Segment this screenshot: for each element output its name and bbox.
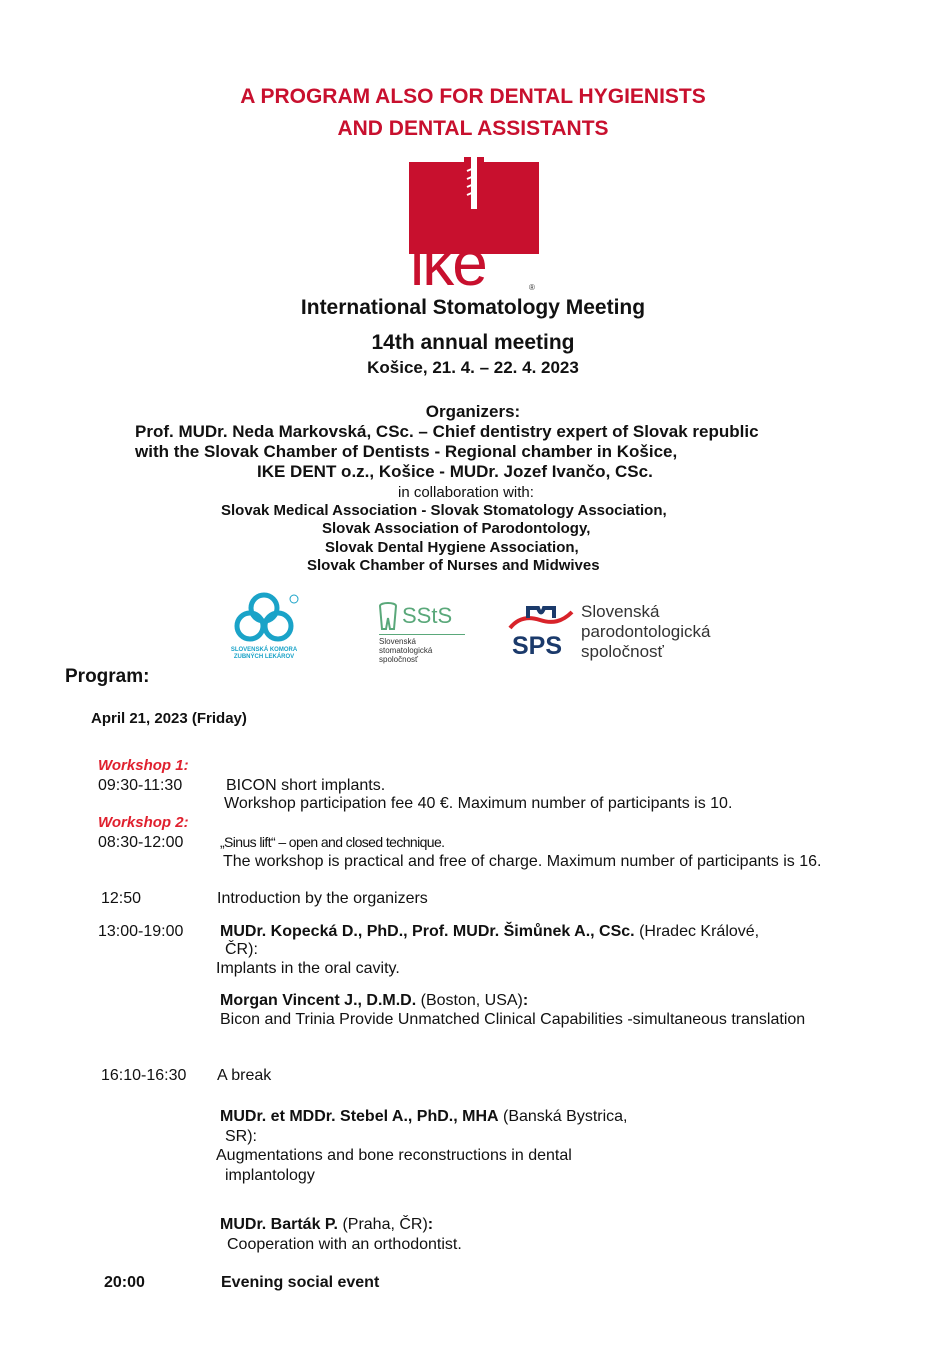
- ssts-logo: [375, 602, 465, 664]
- organizers-line-1: Prof. MUDr. Neda Markovská, CSc. – Chief dentistry expert of Slovak republic: [135, 422, 759, 441]
- collab-item: Slovak Association of Parodontology,: [322, 520, 591, 537]
- organizers-line-3: IKE DENT o.z., Košice - MUDr. Jozef Ivančo, CSc.: [257, 462, 653, 481]
- skzl-logo-line-1: SLOVENSKÁ KOMORA: [230, 647, 298, 653]
- sps-logo-line-3: spoločnosť: [581, 642, 664, 661]
- workshop-2-title: „Sinus lift“ – open and closed technique.: [220, 834, 445, 850]
- block-1-place: ČR):: [225, 941, 258, 958]
- ssts-logo-divider: [379, 634, 465, 635]
- header-line-1: A PROGRAM ALSO FOR DENTAL HYGIENISTS: [240, 85, 706, 108]
- collab-item: Slovak Medical Association - Slovak Stomatology Association,: [221, 502, 667, 519]
- meeting-subtitle: 14th annual meeting: [371, 331, 575, 354]
- block-4-speaker-line: MUDr. Barták P. (Praha, ČR):: [220, 1216, 434, 1233]
- workshop-1-note: Workshop participation fee 40 €. Maximum number of participants is 10.: [224, 795, 733, 812]
- ssts-logo-mark: SStS: [402, 603, 453, 628]
- skzl-knot-logo-icon: [228, 590, 300, 648]
- sps-logo: [504, 600, 724, 664]
- evening-time: 20:00: [104, 1274, 145, 1291]
- block-2-speaker-line: Morgan Vincent J., D.M.D. (Boston, USA):: [220, 992, 529, 1009]
- block-3-place: SR):: [225, 1128, 257, 1145]
- sps-logo-line-1: Slovenská: [581, 602, 660, 621]
- workshop-2-time: 08:30-12:00: [98, 834, 184, 851]
- sps-logo-line-2: parodontologická: [581, 622, 711, 641]
- ssts-logo-line-3: spoločnosť: [379, 655, 419, 664]
- meeting-title: International Stomatology Meeting: [300, 296, 646, 319]
- break-text: A break: [217, 1067, 272, 1084]
- program-day: April 21, 2023 (Friday): [91, 710, 247, 727]
- collab-item: Slovak Dental Hygiene Association,: [325, 539, 579, 556]
- block-3-speaker-line: MUDr. et MDDr. Stebel A., PhD., MHA (Banská Bystrica,: [220, 1108, 628, 1125]
- evening-text: Evening social event: [221, 1274, 380, 1291]
- skzl-logo: [228, 590, 308, 670]
- ssts-tooth-logo-icon: [377, 602, 399, 632]
- intro-text: Introduction by the organizers: [217, 890, 428, 907]
- block-1-speaker-line: MUDr. Kopecká D., PhD., Prof. MUDr. Šimůnek A., CSc. (Hradec Králové,: [220, 923, 760, 940]
- ike-logo-text: ike: [410, 227, 486, 291]
- registered-mark: ®: [529, 283, 535, 291]
- workshop-2-note: The workshop is practical and free of charge. Maximum number of participants is 16.: [223, 853, 822, 870]
- workshop-1-label: Workshop 1:: [98, 757, 189, 774]
- ssts-logo-line-2: stomatologická: [379, 646, 433, 655]
- organizers-heading: Organizers:: [425, 402, 521, 421]
- workshop-1-time: 09:30-11:30: [98, 777, 183, 794]
- collab-intro: in collaboration with:: [398, 484, 534, 501]
- block-2-topic: Bicon and Trinia Provide Unmatched Clinical Capabilities -simultaneous translation: [220, 1011, 806, 1028]
- block-3-topic-line-1: Augmentations and bone reconstructions in dental: [216, 1147, 572, 1164]
- header-line-2: AND DENTAL ASSISTANTS: [337, 117, 609, 140]
- block-1-topic: Implants in the oral cavity.: [216, 960, 400, 977]
- block-4-topic: Cooperation with an orthodontist.: [227, 1236, 462, 1253]
- break-time: 16:10-16:30: [101, 1067, 187, 1084]
- collab-item: Slovak Chamber of Nurses and Midwives: [307, 557, 600, 574]
- skzl-logo-line-2: ZUBNÝCH LEKÁROV: [233, 654, 295, 660]
- workshop-2-label: Workshop 2:: [98, 814, 189, 831]
- workshop-1-title: BICON short implants.: [226, 777, 386, 794]
- sps-logo-icon: [504, 604, 576, 634]
- block-1-time: 13:00-19:00: [98, 923, 184, 940]
- ike-tooth-logo-icon: [408, 157, 540, 291]
- sps-logo-mark: SPS: [512, 632, 563, 660]
- organizers-line-2: with the Slovak Chamber of Dentists - Regional chamber in Košice,: [135, 442, 678, 461]
- block-3-topic-line-2: implantology: [225, 1167, 315, 1184]
- program-heading: Program:: [65, 666, 150, 687]
- meeting-place-date: Košice, 21. 4. – 22. 4. 2023: [367, 358, 579, 377]
- intro-time: 12:50: [101, 890, 142, 907]
- ssts-logo-line-1: Slovenská: [379, 637, 416, 646]
- ike-logo: [408, 157, 540, 291]
